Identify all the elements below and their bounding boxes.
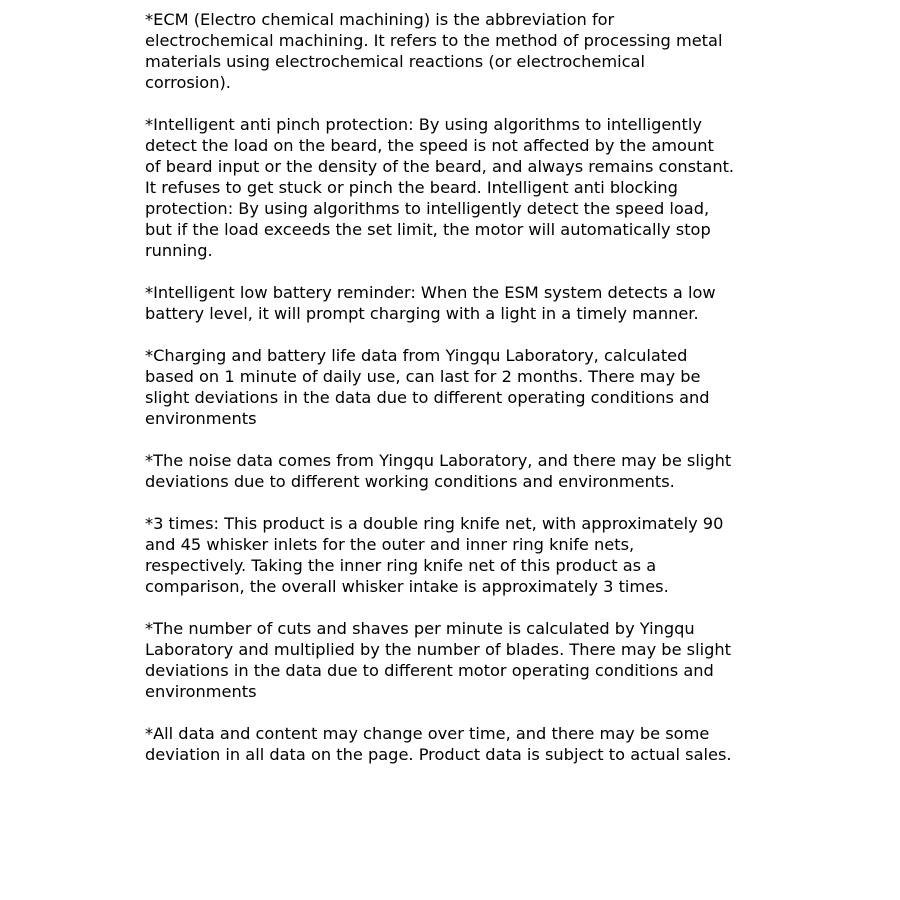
note-data-change: *All data and content may change over time, and there may be some deviation in all data on the page. Product data is subject to actual sales. (145, 724, 732, 764)
note-anti-pinch-protection: *Intelligent anti pinch protection: By using algorithms to intelligently detect the load on the beard, the speed is not affected by the amount of beard input or the density of the beard, and always remains constant. It refuses to get stuck or pinch the beard. Intelligent anti blocking protection: By using algorithms to intelligently detect the speed load, but if the load exceeds the set limit, the motor will automatically stop running. (145, 115, 735, 260)
note-whisker-intake: *3 times: This product is a double ring knife net, with approximately 90 and 45 whisker inlets for the outer and inner ring knife nets, respectively. Taking the inner ring knife net of this product as a comparison, the overall whisker intake is approximately 3 times. (145, 514, 724, 596)
note-noise-data: *The noise data comes from Yingqu Laboratory, and there may be slight deviations due to different working conditions and environments. (145, 451, 732, 491)
note-battery-life: *Charging and battery life data from Yingqu Laboratory, calculated based on 1 minute of daily use, can last for 2 months. There may be slight deviations in the data due to different operating conditions and environments (145, 346, 710, 428)
note-low-battery-reminder: *Intelligent low battery reminder: When the ESM system detects a low battery level, it will prompt charging with a light in a timely manner. (145, 283, 716, 323)
note-cuts-per-minute: *The number of cuts and shaves per minute is calculated by Yingqu Laboratory and multiplied by the number of blades. There may be slight deviations in the data due to different motor operating conditions and environments (145, 619, 731, 701)
disclaimer-notes (145, 9, 770, 786)
note-ecm: *ECM (Electro chemical machining) is the abbreviation for electrochemical machining. It refers to the method of processing metal materials using electrochemical reactions (or electrochemical corrosion). (145, 10, 723, 92)
